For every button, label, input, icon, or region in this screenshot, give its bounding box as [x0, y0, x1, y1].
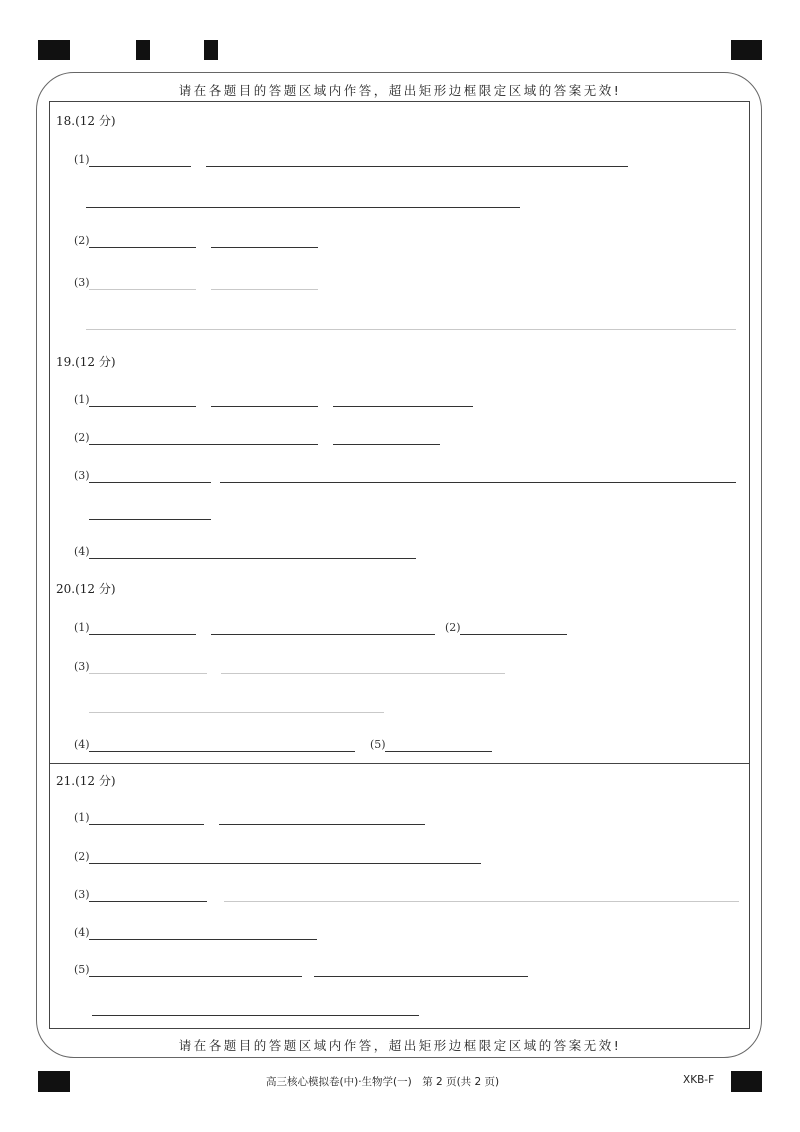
section-divider — [49, 763, 750, 764]
q18-label-1: (1) — [74, 153, 90, 166]
q19-1-blank-1[interactable] — [89, 406, 196, 407]
q20-label-1: (1) — [74, 621, 90, 634]
q18-1-blank-1[interactable] — [89, 166, 191, 167]
q21-label-5: (5) — [74, 963, 90, 976]
q20-3-blank-2[interactable] — [221, 673, 505, 674]
top-notice: 请在各题目的答题区域内作答，超出矩形边框限定区域的答案无效! — [178, 83, 622, 98]
q19-label-1: (1) — [74, 393, 90, 406]
registration-mark-bottom-left — [38, 1071, 70, 1092]
q19-label-2: (2) — [74, 431, 90, 444]
registration-mark-top-left — [38, 40, 70, 60]
q21-2-blank-1[interactable] — [89, 863, 481, 864]
q20-3-blank-1[interactable] — [89, 673, 207, 674]
q20-label-3: (3) — [74, 660, 90, 673]
q20-3-blank-3[interactable] — [89, 712, 384, 713]
q18-3-blank-1[interactable] — [89, 289, 196, 290]
q18-2-blank-1[interactable] — [89, 247, 196, 248]
registration-mark-top-3 — [204, 40, 218, 60]
q19-1-blank-3[interactable] — [333, 406, 473, 407]
q18-1-blank-3[interactable] — [86, 207, 520, 208]
q19-4-blank-1[interactable] — [89, 558, 416, 559]
q19-3-blank-3[interactable] — [89, 519, 211, 520]
q21-1-blank-1[interactable] — [89, 824, 204, 825]
q20-label-5: (5) — [370, 738, 386, 751]
question-21-title: 21.(12 分) — [56, 774, 116, 788]
q21-5-blank-2[interactable] — [314, 976, 528, 977]
q18-2-blank-2[interactable] — [211, 247, 318, 248]
footer-page-info: 高三核心模拟卷(中)·生物学(一) 第 2 页(共 2 页) — [266, 1076, 500, 1088]
q19-2-blank-2[interactable] — [333, 444, 440, 445]
q19-label-4: (4) — [74, 545, 90, 558]
q21-3-blank-1[interactable] — [89, 901, 207, 902]
q21-5-blank-3[interactable] — [92, 1015, 419, 1016]
q19-2-blank-1[interactable] — [89, 444, 318, 445]
q21-1-blank-2[interactable] — [219, 824, 425, 825]
q18-label-2: (2) — [74, 234, 90, 247]
q18-1-blank-2[interactable] — [206, 166, 628, 167]
q21-4-blank-1[interactable] — [89, 939, 317, 940]
q20-4-blank-1[interactable] — [89, 751, 355, 752]
bottom-notice: 请在各题目的答题区域内作答，超出矩形边框限定区域的答案无效! — [178, 1038, 622, 1053]
q19-label-3: (3) — [74, 469, 90, 482]
q21-label-4: (4) — [74, 926, 90, 939]
q19-3-blank-1[interactable] — [89, 482, 211, 483]
q21-label-3: (3) — [74, 888, 90, 901]
answer-area-border — [49, 101, 750, 1029]
registration-mark-top-2 — [136, 40, 150, 60]
q20-5-blank-1[interactable] — [385, 751, 492, 752]
q19-3-blank-2[interactable] — [220, 482, 736, 483]
question-20-title: 20.(12 分) — [56, 582, 116, 596]
q19-1-blank-2[interactable] — [211, 406, 318, 407]
question-18-title: 18.(12 分) — [56, 114, 116, 128]
registration-mark-bottom-right — [731, 1071, 762, 1092]
q21-5-blank-1[interactable] — [89, 976, 302, 977]
q20-1-blank-1[interactable] — [89, 634, 196, 635]
question-19-title: 19.(12 分) — [56, 355, 116, 369]
q18-3-blank-3[interactable] — [86, 329, 736, 330]
q21-label-2: (2) — [74, 850, 90, 863]
q20-1-blank-2[interactable] — [211, 634, 435, 635]
footer-paper-code: XKB-F — [683, 1074, 715, 1086]
registration-mark-top-right — [731, 40, 762, 60]
q18-3-blank-2[interactable] — [211, 289, 318, 290]
q20-label-4: (4) — [74, 738, 90, 751]
q20-2-blank-1[interactable] — [460, 634, 567, 635]
q20-label-2: (2) — [445, 621, 461, 634]
q21-3-blank-2[interactable] — [224, 901, 739, 902]
q18-label-3: (3) — [74, 276, 90, 289]
q21-label-1: (1) — [74, 811, 90, 824]
